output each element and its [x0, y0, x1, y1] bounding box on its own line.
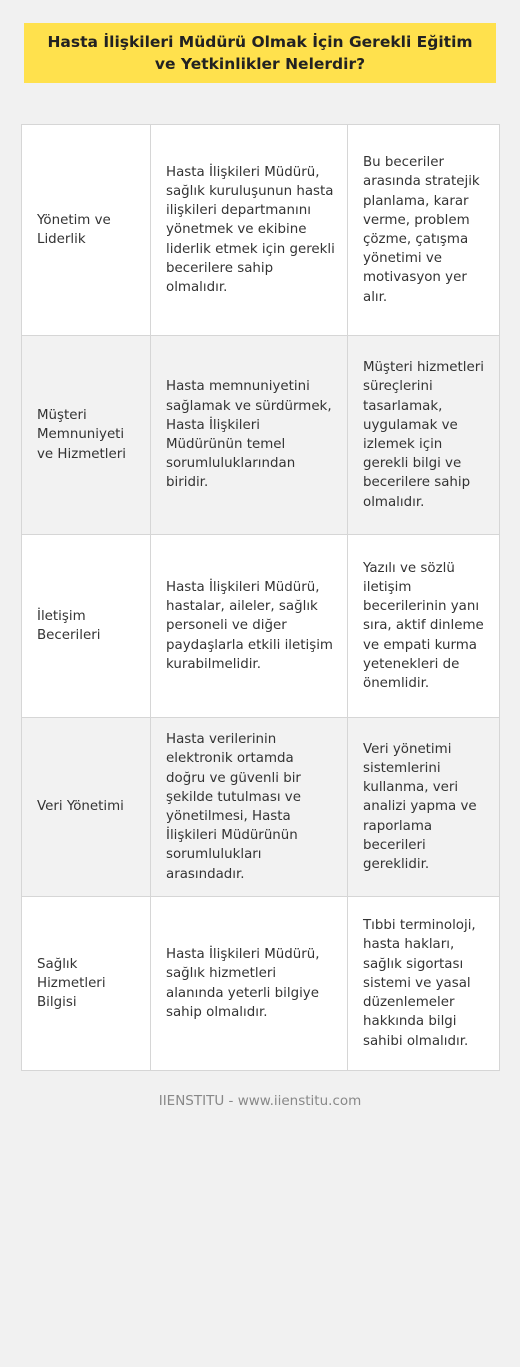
description-cell: Hasta memnuniyetini sağlamak ve sürdürmek, Hasta İlişkileri Müdürünün temel sorumluluklarından biridir. — [151, 336, 348, 535]
details-cell: Bu beceriler arasında stratejik planlama, karar verme, problem çözme, çatışma yönetimi ve motivasyon yer alır. — [348, 125, 500, 336]
competency-table — [21, 124, 500, 1071]
category-cell: Müşteri Memnuniyeti ve Hizmetleri — [22, 336, 151, 535]
table-row — [22, 535, 500, 718]
table-row — [22, 125, 500, 336]
table-row — [22, 897, 500, 1071]
description-cell: Hasta İlişkileri Müdürü, hastalar, aileler, sağlık personeli ve diğer paydaşlarla etkili iletişim kurabilmelidir. — [151, 535, 348, 718]
table-row — [22, 718, 500, 897]
page-title: Hasta İlişkileri Müdürü Olmak İçin Gerekli Eğitim ve Yetkinlikler Nelerdir? — [24, 23, 496, 83]
details-cell: Müşteri hizmetleri süreçlerini tasarlamak, uygulamak ve izlemek için gerekli bilgi ve becerilere sahip olmalıdır. — [348, 336, 500, 535]
description-cell: Hasta İlişkileri Müdürü, sağlık hizmetleri alanında yeterli bilgiye sahip olmalıdır. — [151, 897, 348, 1071]
category-cell: İletişim Becerileri — [22, 535, 151, 718]
competency-table-container — [21, 124, 499, 1367]
description-cell: Hasta verilerinin elektronik ortamda doğru ve güvenli bir şekilde tutulması ve yönetilmesi, Hasta İlişkileri Müdürünün sorumlulukları arasındadır. — [151, 718, 348, 897]
description-cell: Hasta İlişkileri Müdürü, sağlık kuruluşunun hasta ilişkileri departmanını yönetmek ve ekibine liderlik etmek için gerekli becerilere sahip olmalıdır. — [151, 125, 348, 336]
category-cell: Sağlık Hizmetleri Bilgisi — [22, 897, 151, 1071]
category-cell: Veri Yönetimi — [22, 718, 151, 897]
footer-credit: IIENSTITU - www.iienstitu.com — [158, 1093, 362, 1109]
details-cell: Yazılı ve sözlü iletişim becerilerinin yanı sıra, aktif dinleme ve empati kurma yetenekleri de önemlidir. — [348, 535, 500, 718]
table-row — [22, 336, 500, 535]
details-cell: Tıbbi terminoloji, hasta hakları, sağlık sigortası sistemi ve yasal düzenlemeler hakkında bilgi sahibi olmalıdır. — [348, 897, 500, 1071]
category-cell: Yönetim ve Liderlik — [22, 125, 151, 336]
details-cell: Veri yönetimi sistemlerini kullanma, veri analizi yapma ve raporlama becerileri gereklidir. — [348, 718, 500, 897]
